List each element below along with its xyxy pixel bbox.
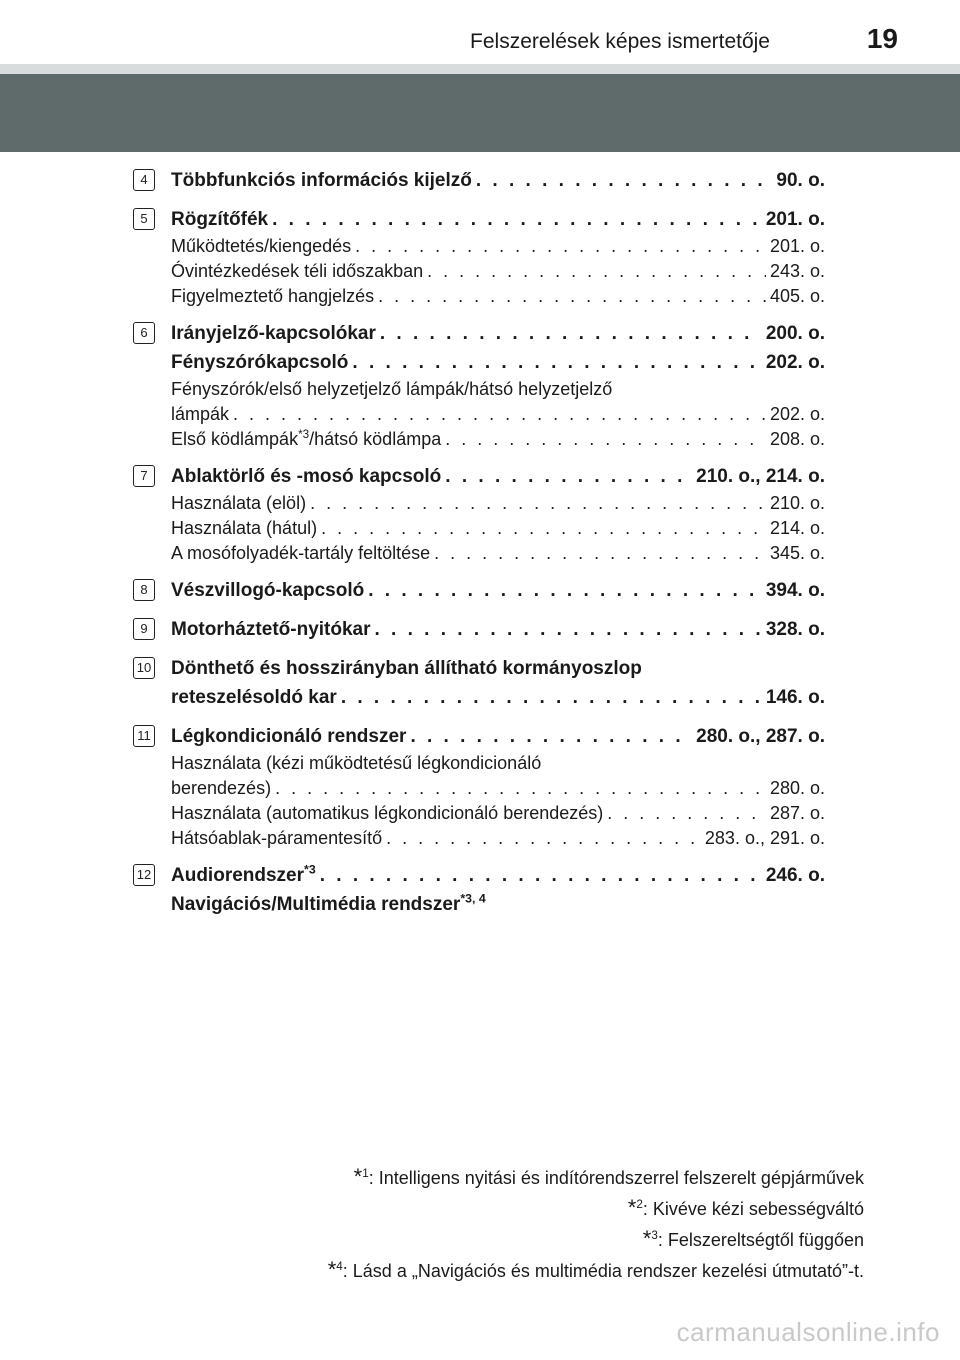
entry-subtopic-row bbox=[171, 427, 825, 452]
entry-title-row bbox=[171, 890, 825, 919]
entry-label bbox=[171, 751, 541, 776]
footnote-line bbox=[328, 1255, 864, 1286]
page-reference: 405. o. bbox=[769, 286, 825, 306]
page-reference: 202. o. bbox=[769, 404, 825, 424]
entry-label-text: Figyelmeztető hangjelzés bbox=[171, 286, 375, 306]
entry-label-text: Óvintézkedések téli időszakban bbox=[171, 261, 424, 281]
entry-title-row bbox=[171, 205, 825, 234]
entry-label bbox=[171, 541, 430, 566]
footnote-star: * bbox=[327, 1257, 337, 1282]
entry-label bbox=[171, 259, 423, 284]
index-entry bbox=[133, 654, 825, 712]
dot-leader bbox=[380, 319, 762, 348]
entry-label bbox=[171, 654, 642, 683]
entry-label-text: berendezés) bbox=[171, 778, 272, 798]
footnote-line bbox=[328, 1193, 864, 1224]
dot-leader bbox=[410, 722, 692, 751]
callout-number-badge: 5 bbox=[133, 208, 155, 230]
index-entry bbox=[133, 462, 825, 566]
entry-label bbox=[171, 234, 351, 259]
dot-leader bbox=[341, 683, 762, 712]
page-reference: 280. o., 287. o. bbox=[696, 726, 825, 747]
entry-label-text: Többfunkciós információs kijelző bbox=[171, 170, 472, 191]
index-list bbox=[133, 166, 825, 929]
page-reference: 208. o. bbox=[769, 429, 825, 449]
footnote-text: : Lásd a „Navigációs és multimédia rendszer kezelési útmutató”-t. bbox=[342, 1261, 864, 1281]
dot-leader bbox=[378, 284, 766, 309]
index-entry bbox=[133, 166, 825, 195]
entry-label bbox=[171, 826, 382, 851]
entry-label bbox=[171, 284, 374, 309]
footnote-star: * bbox=[642, 1226, 652, 1251]
callout-number-badge: 10 bbox=[133, 657, 155, 679]
callout-number-badge: 8 bbox=[133, 579, 155, 601]
entry-label bbox=[171, 319, 376, 348]
entry-label bbox=[171, 722, 406, 751]
page-reference: 200. o. bbox=[765, 323, 825, 344]
entry-label-text: Használata (kézi működtetésű légkondicionáló bbox=[171, 753, 542, 773]
dot-leader bbox=[375, 615, 762, 644]
entry-label-text: Első ködlámpák bbox=[171, 429, 299, 449]
dot-leader bbox=[427, 259, 766, 284]
footnote-star: * bbox=[353, 1164, 363, 1189]
page-reference: 201. o. bbox=[765, 209, 825, 230]
index-entry bbox=[133, 576, 825, 605]
entry-label-text: Motorháztető-nyitókar bbox=[171, 619, 371, 640]
entry-label bbox=[171, 516, 317, 541]
entry-label bbox=[171, 615, 371, 644]
dot-leader bbox=[352, 348, 761, 377]
footnote-number: 3 bbox=[651, 1229, 658, 1242]
entry-label-text: Használata (hátul) bbox=[171, 518, 318, 538]
dot-leader bbox=[275, 776, 766, 801]
dot-leader bbox=[355, 234, 766, 259]
footnote-line bbox=[328, 1224, 864, 1255]
entry-label-text: Audiorendszer bbox=[171, 865, 305, 886]
entry-label bbox=[171, 890, 486, 919]
entry-label bbox=[171, 576, 364, 605]
entry-label bbox=[171, 491, 306, 516]
entry-label-text: Használata (elöl) bbox=[171, 493, 307, 513]
entry-label-text: Légkondicionáló rendszer bbox=[171, 726, 407, 747]
dot-leader bbox=[233, 402, 766, 427]
page-reference: 328. o. bbox=[765, 619, 825, 640]
entry-title-row bbox=[171, 722, 825, 751]
entry-title-row bbox=[171, 576, 825, 605]
entry-title-row bbox=[171, 654, 825, 683]
dot-leader bbox=[434, 541, 766, 566]
page-reference: 246. o. bbox=[765, 865, 825, 886]
page-header bbox=[0, 0, 960, 64]
page-reference: 201. o. bbox=[769, 236, 825, 256]
index-entry bbox=[133, 722, 825, 851]
entry-title-row bbox=[171, 861, 825, 890]
entry-subtopic-row bbox=[171, 259, 825, 284]
footnote-marker: *3 bbox=[304, 862, 316, 877]
entry-label-text-after: /hátsó ködlámpa bbox=[309, 429, 442, 449]
entry-title-row bbox=[171, 348, 825, 377]
entry-subtopic-row bbox=[171, 826, 825, 851]
entry-label-text: Navigációs/Multimédia rendszer bbox=[171, 894, 461, 915]
entry-subtopic-row bbox=[171, 402, 825, 427]
dot-leader bbox=[607, 801, 766, 826]
callout-number-badge: 6 bbox=[133, 322, 155, 344]
entry-title-row bbox=[171, 615, 825, 644]
page-reference: 90. o. bbox=[776, 170, 825, 191]
entry-label bbox=[171, 462, 441, 491]
entry-label bbox=[171, 801, 603, 826]
entry-subtopic-row bbox=[171, 234, 825, 259]
entry-label-text: Működtetés/kiengedés bbox=[171, 236, 352, 256]
footnote-line bbox=[328, 1162, 864, 1193]
dot-leader bbox=[320, 861, 762, 890]
page-reference: 394. o. bbox=[765, 580, 825, 601]
footnote-text: : Kivéve kézi sebességváltó bbox=[642, 1199, 864, 1219]
page-reference: 210. o. bbox=[769, 493, 825, 513]
callout-number-badge: 11 bbox=[133, 725, 155, 747]
page-reference: 280. o. bbox=[769, 778, 825, 798]
dot-leader bbox=[445, 427, 766, 452]
entry-label-text: Dönthető és hosszirányban állítható kormányoszlop bbox=[171, 658, 642, 679]
entry-label-text: A mosófolyadék-tartály feltöltése bbox=[171, 543, 431, 563]
footnote-number: 1 bbox=[362, 1167, 369, 1180]
entry-label-text: lámpák bbox=[171, 404, 230, 424]
entry-label-text: Ablaktörlő és -mosó kapcsoló bbox=[171, 466, 442, 487]
dot-leader bbox=[321, 516, 766, 541]
page-reference: 202. o. bbox=[765, 352, 825, 373]
entry-label-text: Hátsóablak-páramentesítő bbox=[171, 828, 383, 848]
dot-leader bbox=[310, 491, 766, 516]
entry-subtopic-row bbox=[171, 377, 825, 402]
entry-label-text: reteszelésoldó kar bbox=[171, 687, 337, 708]
footnote-text: : Felszereltségtől függően bbox=[657, 1230, 864, 1250]
dot-leader bbox=[386, 826, 701, 851]
dot-leader bbox=[476, 166, 773, 195]
header-divider bbox=[0, 64, 960, 74]
entry-label bbox=[171, 776, 271, 801]
footnote-star: * bbox=[627, 1195, 637, 1220]
watermark: carmanualsonline.info bbox=[676, 1317, 940, 1347]
page-reference: 214. o. bbox=[769, 518, 825, 538]
entry-title-row bbox=[171, 319, 825, 348]
entry-title-row bbox=[171, 462, 825, 491]
dot-leader bbox=[368, 576, 762, 605]
entry-label bbox=[171, 205, 268, 234]
callout-number-badge: 9 bbox=[133, 618, 155, 640]
header-band bbox=[0, 74, 960, 152]
footnote-marker: *3, 4 bbox=[460, 891, 486, 906]
entry-title-row bbox=[171, 683, 825, 712]
index-entry bbox=[133, 319, 825, 452]
entry-label-text: Használata (automatikus légkondicionáló berendezés) bbox=[171, 803, 604, 823]
dot-leader bbox=[445, 462, 692, 491]
page-reference: 243. o. bbox=[769, 261, 825, 281]
callout-number-badge: 7 bbox=[133, 465, 155, 487]
footnotes bbox=[328, 1162, 864, 1286]
page-reference: 283. o., 291. o. bbox=[704, 828, 825, 848]
entry-label bbox=[171, 348, 348, 377]
page-reference: 345. o. bbox=[769, 543, 825, 563]
page-number: 19 bbox=[866, 23, 898, 54]
footnote-marker: *3 bbox=[298, 428, 310, 441]
dot-leader bbox=[272, 205, 762, 234]
entry-label bbox=[171, 166, 472, 195]
entry-subtopic-row bbox=[171, 284, 825, 309]
entry-subtopic-row bbox=[171, 751, 825, 776]
entry-label bbox=[171, 427, 441, 452]
entry-title-row bbox=[171, 166, 825, 195]
entry-label bbox=[171, 377, 612, 402]
entry-subtopic-row bbox=[171, 776, 825, 801]
entry-subtopic-row bbox=[171, 541, 825, 566]
footnote-number: 2 bbox=[636, 1198, 643, 1211]
footnote-text: : Intelligens nyitási és indítórendszerrel felszerelt gépjárművek bbox=[368, 1168, 864, 1188]
entry-label-text: Rögzítőfék bbox=[171, 209, 269, 230]
section-title: Felszerelések képes ismertetője bbox=[470, 30, 770, 53]
entry-subtopic-row bbox=[171, 491, 825, 516]
page-reference: 287. o. bbox=[769, 803, 825, 823]
entry-label-text: Fényszórókapcsoló bbox=[171, 352, 349, 373]
entry-label-text: Irányjelző-kapcsolókar bbox=[171, 323, 376, 344]
callout-number-badge: 12 bbox=[133, 864, 155, 886]
index-entry bbox=[133, 205, 825, 309]
page-reference: 146. o. bbox=[765, 687, 825, 708]
entry-label bbox=[171, 402, 229, 427]
index-entry bbox=[133, 615, 825, 644]
callout-number-badge: 4 bbox=[133, 169, 155, 191]
entry-label bbox=[171, 861, 316, 890]
entry-label bbox=[171, 683, 337, 712]
footnote-number: 4 bbox=[336, 1260, 343, 1273]
entry-label-text: Vészvillogó-kapcsoló bbox=[171, 580, 365, 601]
index-entry bbox=[133, 861, 825, 919]
entry-subtopic-row bbox=[171, 516, 825, 541]
entry-label-text: Fényszórók/első helyzetjelző lámpák/hátsó helyzetjelző bbox=[171, 379, 613, 399]
entry-subtopic-row bbox=[171, 801, 825, 826]
page-reference: 210. o., 214. o. bbox=[696, 466, 825, 487]
